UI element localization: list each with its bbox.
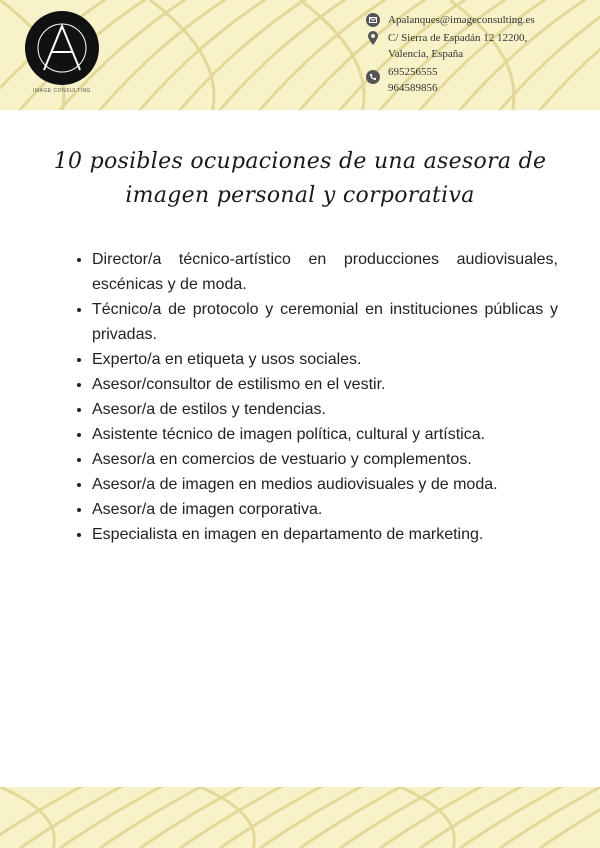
- phone-number-2[interactable]: 964589856: [388, 82, 438, 94]
- envelope-icon: [366, 13, 380, 27]
- contact-email[interactable]: Apalanques@imageconsulting.es: [388, 14, 535, 26]
- contact-email-row: [366, 12, 574, 28]
- logo-caption: IMAGE CONSULTING: [33, 88, 91, 94]
- location-pin-icon: [366, 31, 380, 45]
- list-item: • Asesor/a de estilos y tendencias.: [92, 397, 558, 422]
- list-item: • Asesor/consultor de estilismo en el vestir.: [92, 372, 558, 397]
- contact-address: [388, 30, 574, 62]
- address-line-1: C/ Sierra de Espadán 12 12200,: [388, 32, 528, 44]
- footer-band: [0, 787, 600, 848]
- list-item: • Experto/a en etiqueta y usos sociales.: [92, 347, 558, 372]
- page-title: 10 posibles ocupaciones de una asesora de imagen personal y corporativa: [53, 149, 547, 208]
- list-item: • Especialista en imagen en departamento de marketing.: [92, 522, 558, 547]
- list-item: • Asistente técnico de imagen política, cultural y artística.: [92, 422, 558, 447]
- list-item: • Técnico/a de protocolo y ceremonial en instituciones públicas y privadas.: [92, 297, 558, 347]
- logo-monogram-icon: [32, 18, 92, 78]
- list-item: • Asesor/a en comercios de vestuario y complementos.: [92, 447, 558, 472]
- contact-phone-row: [366, 64, 574, 96]
- phone-number-1[interactable]: 695256555: [388, 66, 438, 78]
- list-item: • Asesor/a de imagen corporativa.: [92, 497, 558, 522]
- list-item: • Asesor/a de imagen en medios audiovisuales y de moda.: [92, 472, 558, 497]
- contact-address-row: [366, 30, 574, 62]
- address-line-2: Valencia, España: [388, 48, 464, 60]
- leaf-pattern-bottom: [0, 787, 600, 848]
- occupations-list: [75, 247, 558, 547]
- list-item: • Director/a técnico-artístico en producciones audiovisuales, escénicas y de moda.: [92, 247, 558, 297]
- brand-logo: [25, 11, 99, 85]
- phone-icon: [366, 70, 380, 84]
- contact-block: [366, 12, 574, 98]
- contact-phones: [388, 64, 574, 96]
